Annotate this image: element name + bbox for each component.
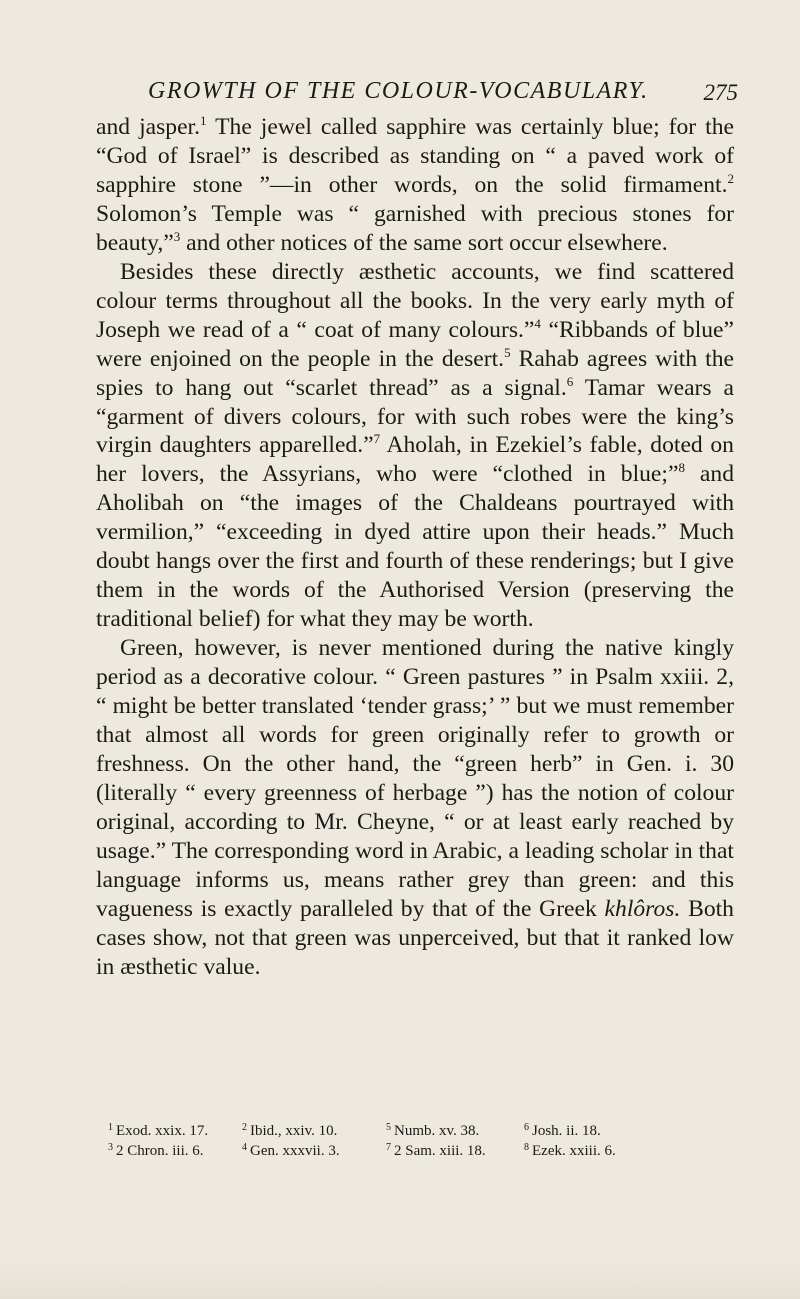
footnotes xyxy=(108,1121,748,1161)
footnote-reference: 6 xyxy=(566,373,574,389)
italic-term: khlôros. xyxy=(604,895,681,922)
body-text xyxy=(96,113,734,982)
footnote-text: 2 Sam. xiii. 18. xyxy=(394,1143,486,1159)
footnote-number: 1 xyxy=(108,1122,113,1133)
footnote xyxy=(386,1141,524,1161)
text-run: “Ribbands of blue” were enjoined on the people in the desert. xyxy=(96,316,734,372)
paragraph xyxy=(96,634,734,981)
footnote-number: 3 xyxy=(108,1142,113,1153)
text-run: Rahab agrees with the spies to hang out “scarlet thread” as a signal. xyxy=(96,345,735,401)
page-header xyxy=(148,78,738,118)
footnote xyxy=(108,1141,242,1161)
footnote-number: 8 xyxy=(524,1142,529,1153)
text-run: and Aholibah on “the images of the Chaldeans pourtrayed with vermilion,” “exceeding in dyed attire upon their heads.” Much doubt hangs over the first and fourth of these renderings; but I give them in the words of the Authorised Version (preserving the traditional belief) for what they may be worth. xyxy=(96,461,734,633)
footnote-number: 5 xyxy=(386,1122,391,1133)
text-run: The jewel called sapphire was certainly blue; for the “God of Israel” is described as standing on “ a paved work of sapphire stone ”—in other words, on the solid firmament. xyxy=(96,114,734,198)
footnote xyxy=(524,1121,601,1141)
footnote-reference: 7 xyxy=(373,431,381,447)
footnote xyxy=(524,1141,616,1161)
footnote-row xyxy=(108,1141,748,1161)
footnote-reference: 3 xyxy=(173,228,181,244)
text-run: Tamar wears a “garment of divers colours, for with such robes were the king’s virgin daughters apparelled.” xyxy=(96,374,734,459)
footnote-number: 4 xyxy=(242,1142,247,1153)
footnote xyxy=(108,1121,242,1141)
text-run: and jasper. xyxy=(96,114,201,140)
text-run: Both cases show, not that green was unperceived, but that it ranked low in æsthetic value. xyxy=(96,895,734,980)
footnote-text: Ibid., xxiv. 10. xyxy=(250,1123,338,1139)
footnote-reference: 8 xyxy=(678,460,685,476)
paragraph xyxy=(96,258,734,634)
footnote-text: 2 Chron. iii. 6. xyxy=(116,1143,204,1159)
footnote-number: 2 xyxy=(242,1122,247,1133)
footnote-text: Josh. ii. 18. xyxy=(532,1123,601,1139)
footnote-row xyxy=(108,1121,748,1141)
text-run: Aholah, in Ezekiel’s fable, doted on her lovers, the Assyrians, who were “clothed in blue;” xyxy=(96,432,734,488)
page-edge-shadow xyxy=(0,1259,800,1299)
footnote xyxy=(242,1141,386,1161)
footnote xyxy=(242,1121,386,1141)
footnote-text: Gen. xxxvii. 3. xyxy=(250,1143,340,1159)
running-title: GROWTH OF THE COLOUR-VOCABULARY. xyxy=(148,78,649,104)
footnote-number: 7 xyxy=(386,1142,391,1153)
text-run: and other notices of the same sort occur elsewhere. xyxy=(180,229,668,256)
footnote-reference: 4 xyxy=(534,315,541,331)
footnote-text: Ezek. xxiii. 6. xyxy=(532,1143,616,1159)
text-run: Green, however, is never mentioned during the native kingly period as a decorative colour. “ Green pastures ” in Psalm xxiii. 2, “ might be better translated ‘tender grass;’ ” but we must remember that almost all words for green originally refer to growth or freshness. On the other hand, the “green herb” in Gen. i. 30 (literally “ every greenness of herbage ”) has the notion of colour original, according to Mr. Cheyne, “ or at least early reached by usage.” The corresponding word in Arabic, a leading scholar in that language informs us, means rather grey than green: and this vagueness is exactly paralleled by that of the Greek xyxy=(96,635,734,922)
paragraph xyxy=(96,113,734,258)
text-run: Besides these directly æsthetic accounts, we find scattered colour terms throughout all the books. In the very early myth of Joseph we read of a “ coat of many colours.” xyxy=(96,258,734,343)
footnote-text: Numb. xv. 38. xyxy=(394,1123,480,1139)
footnote-text: Exod. xxix. 17. xyxy=(116,1123,209,1139)
footnote-reference: 1 xyxy=(200,113,207,128)
text-run: Solomon’s Temple was “ garnished with precious stones for beauty,” xyxy=(96,200,734,256)
footnote-number: 6 xyxy=(524,1122,529,1133)
footnote xyxy=(386,1121,524,1141)
footnote-reference: 5 xyxy=(504,344,511,360)
footnote-reference: 2 xyxy=(727,170,734,186)
page-number: 275 xyxy=(703,80,738,105)
